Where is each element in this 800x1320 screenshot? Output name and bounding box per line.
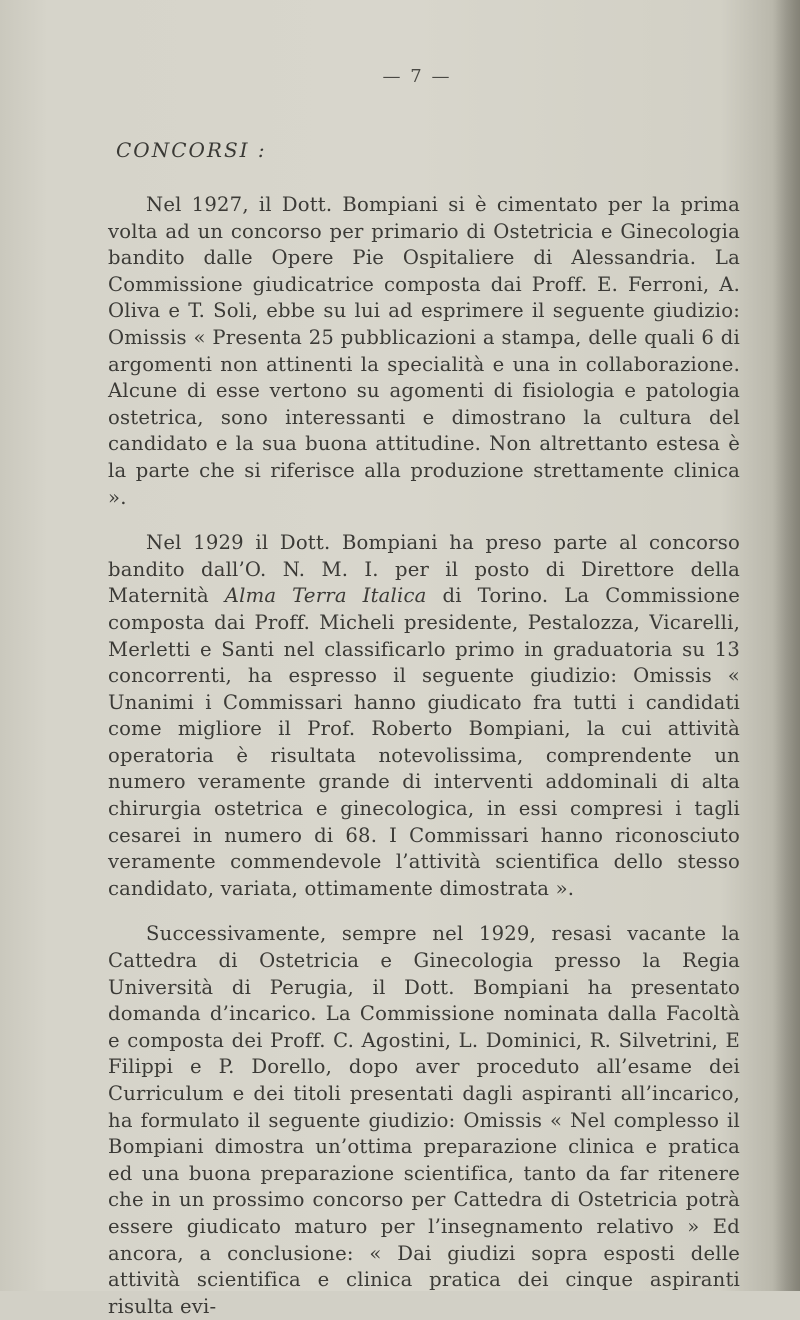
paragraph-2-text-start: Nel 1929 il Dott. Bompiani ha preso parte al concorso bandito dall’O. N. M. I. per il posto di Direttore della Maternità xyxy=(108,531,740,608)
body-text xyxy=(108,192,740,1320)
page-number: — 7 — xyxy=(382,66,452,87)
institution-name-italic: Alma Terra Italica xyxy=(224,584,427,608)
section-heading: CONCORSI : xyxy=(116,138,267,162)
paragraph-2-text-end: di Torino. La Commissione composta dai Proff. Micheli presidente, Pestalozza, Vicarelli, Merletti e Santi nel classificarlo primo in graduatoria su 13 concorrenti, ha espresso il seguente giudizio: Omissis « Unanimi i Commissari hanno giudicato fra tutti i candidati come migliore il Prof. Roberto Bompiani, la cui attività operatoria è risultata notevolissima, comprendente un numero veramente grande di interventi addominali di alta chirurgia ostetrica e ginecologica, in essi compresi i tagli cesarei in numero di 68. I Commissari hanno riconosciuto veramente commendevole l’attività scientifica dello stesso candidato, variata, ottimamente dimostrata ». xyxy=(108,584,741,900)
paragraph-1: Nel 1927, il Dott. Bompiani si è cimentato per la prima volta ad un concorso per primario di Ostetricia e Ginecologia bandito dalle Opere Pie Ospitaliere di Alessandria. La Commissione giudicatrice composta dai Proff. E. Ferroni, A. Oliva e T. Soli, ebbe su lui ad esprimere il seguente giudizio: Omissis « Presenta 25 pubblicazioni a stampa, delle quali 6 di argomenti non attinenti la specialità e una in collaborazione. Alcune di esse vertono su agomenti di fisiologia e patologia ostetrica, sono interessanti e dimostrano la cultura del candidato e la sua buona attitudine. Non altrettanto estesa è la parte che si riferisce alla produzione strettamente clinica ». xyxy=(108,193,740,509)
paragraph-3: Successivamente, sempre nel 1929, resasi vacante la Cattedra di Ostetricia e Ginecologia presso la Regia Università di Perugia, il Dott. Bompiani ha presentato domanda d’incarico. La Commissione nominata dalla Facoltà e composta dei Proff. C. Agostini, L. Dominici, R. Silvetrini, E Filippi e P. Dorello, dopo aver proceduto all’esame dei Curriculum e dei titoli presentati dagli aspiranti all’incarico, ha formulato il seguente giudizio: Omissis « Nel complesso il Bompiani dimostra un’ottima preparazione clinica e pratica ed una buona preparazione scientifica, tanto da far ritenere che in un prossimo concorso per Cattedra di Ostetricia potrà essere giudicato maturo per l’insegnamento relativo » Ed ancora, a conclusione: « Dai giudizi sopra esposti delle attività scientifica e clinica pratica dei cinque aspiranti risulta evi- xyxy=(108,922,740,1318)
paragraph-2 xyxy=(108,530,740,902)
page-edge-shadow xyxy=(772,0,800,1291)
